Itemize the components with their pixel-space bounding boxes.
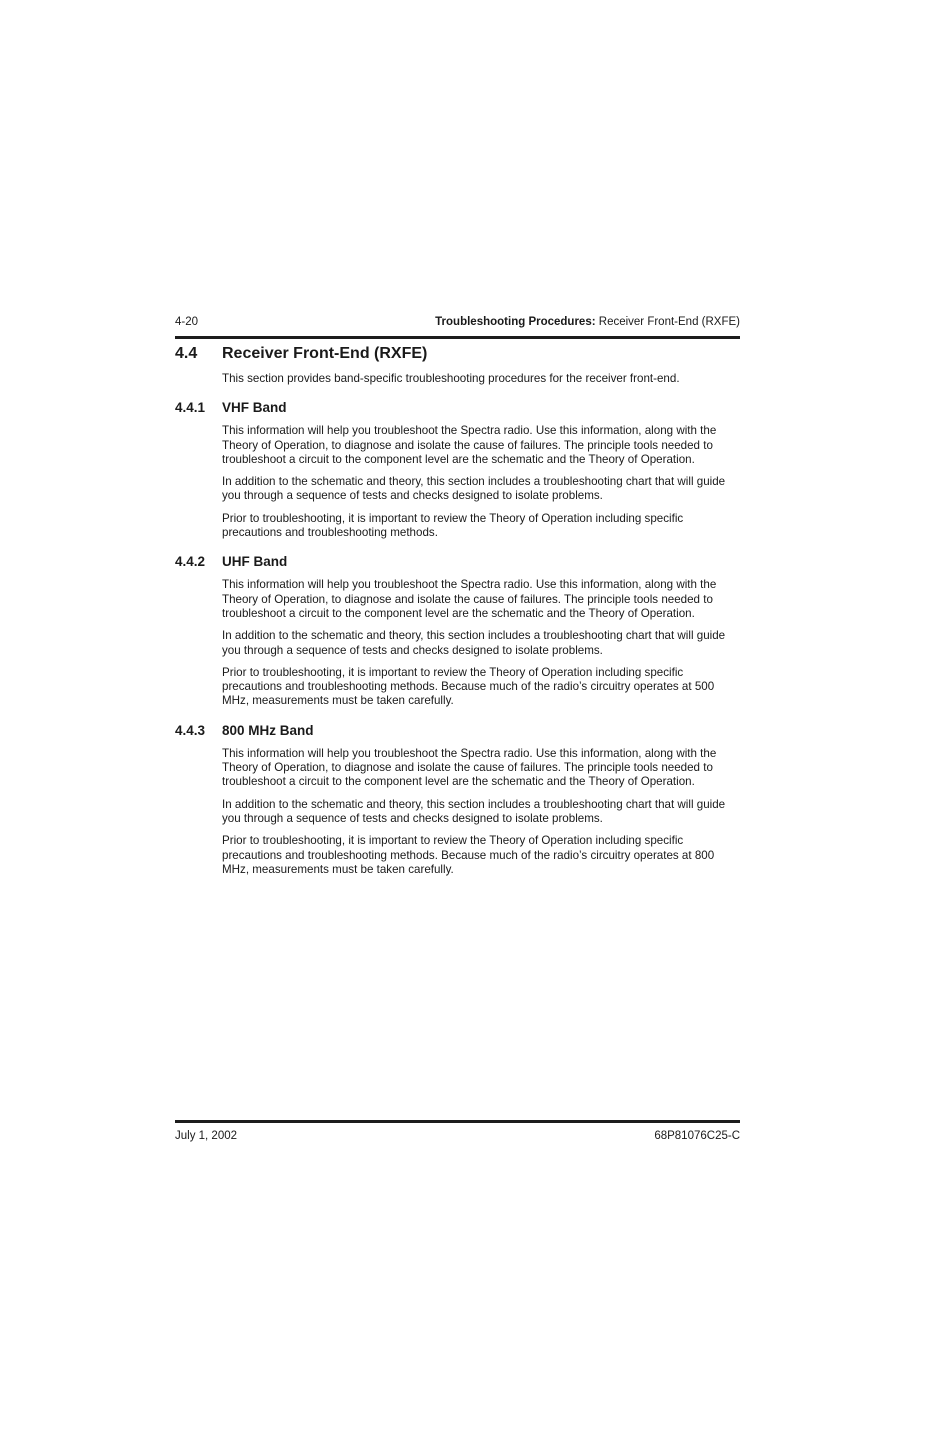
subsection-title: UHF Band: [222, 554, 288, 570]
header-chapter-title: [435, 316, 740, 329]
subsection-heading-uhf: [175, 554, 740, 569]
subsection-number: 4.4.3: [175, 722, 206, 738]
footer-doc-number: 68P81076C25-C: [654, 1130, 740, 1142]
page-footer: [175, 1120, 740, 1143]
subsection-title: 800 MHz Band: [222, 722, 314, 738]
paragraph: This information will help you troubleshoot the Spectra radio. Use this information, along with the Theory of Operation, to diagnose and isolate the cause of failures. The principle tools needed to troubleshoot a circuit to the component level are the schematic and the Theory of Operation.: [222, 424, 717, 466]
footer-date: July 1, 2002: [175, 1130, 238, 1142]
paragraph: Prior to troubleshooting, it is important to review the Theory of Operation including specific precautions and troubleshooting methods. Because much of the radio’s circuitry operates at 500 MHz, measurements must be taken carefully.: [222, 665, 715, 708]
section-number: 4.4: [175, 345, 198, 362]
page-header: [175, 316, 740, 339]
paragraph: Prior to troubleshooting, it is important to review the Theory of Operation including specific precautions and troubleshooting methods. Because much of the radio’s circuitry operates at 800 MHz, measurements must be taken carefully.: [222, 834, 715, 876]
paragraph: This information will help you troubleshoot the Spectra radio. Use this information, along with the Theory of Operation, to diagnose and isolate the cause of failures. The principle tools needed to troubleshoot a circuit to the component level are the schematic and the Theory of Operation.: [222, 746, 717, 789]
subsection-title: VHF Band: [222, 400, 287, 416]
header-chapter-title-rest: Receiver Front-End (RXFE): [595, 316, 740, 328]
header-page-number: 4-20: [175, 316, 199, 328]
header-chapter-title-bold: Troubleshooting Procedures:: [435, 316, 596, 328]
subsection-number: 4.4.2: [175, 554, 206, 570]
subsection-heading-800mhz: [175, 723, 740, 738]
paragraph: In addition to the schematic and theory, this section includes a troubleshooting chart that will guide you through a sequence of tests and checks designed to isolate problems.: [222, 629, 726, 657]
section-intro-paragraph: This section provides band-specific troubleshooting procedures for the receiver front-end.: [222, 372, 680, 385]
paragraph: Prior to troubleshooting, it is important to review the Theory of Operation including specific precautions and troubleshooting methods.: [222, 511, 684, 540]
subsection-heading-vhf: [175, 400, 740, 415]
paragraph: This information will help you troubleshoot the Spectra radio. Use this information, along with the Theory of Operation, to diagnose and isolate the cause of failures. The principle tools needed to troubleshoot a circuit to the component level are the schematic and the Theory of Operation.: [222, 578, 717, 620]
paragraph: In addition to the schematic and theory, this section includes a troubleshooting chart that will guide you through a sequence of tests and checks designed to isolate problems.: [222, 797, 726, 825]
section-heading: [175, 344, 740, 363]
section-title: Receiver Front-End (RXFE): [222, 345, 428, 362]
page-content: [175, 344, 740, 885]
subsection-number: 4.4.1: [175, 400, 206, 416]
paragraph: In addition to the schematic and theory, this section includes a troubleshooting chart that will guide you through a sequence of tests and checks designed to isolate problems.: [222, 475, 726, 503]
